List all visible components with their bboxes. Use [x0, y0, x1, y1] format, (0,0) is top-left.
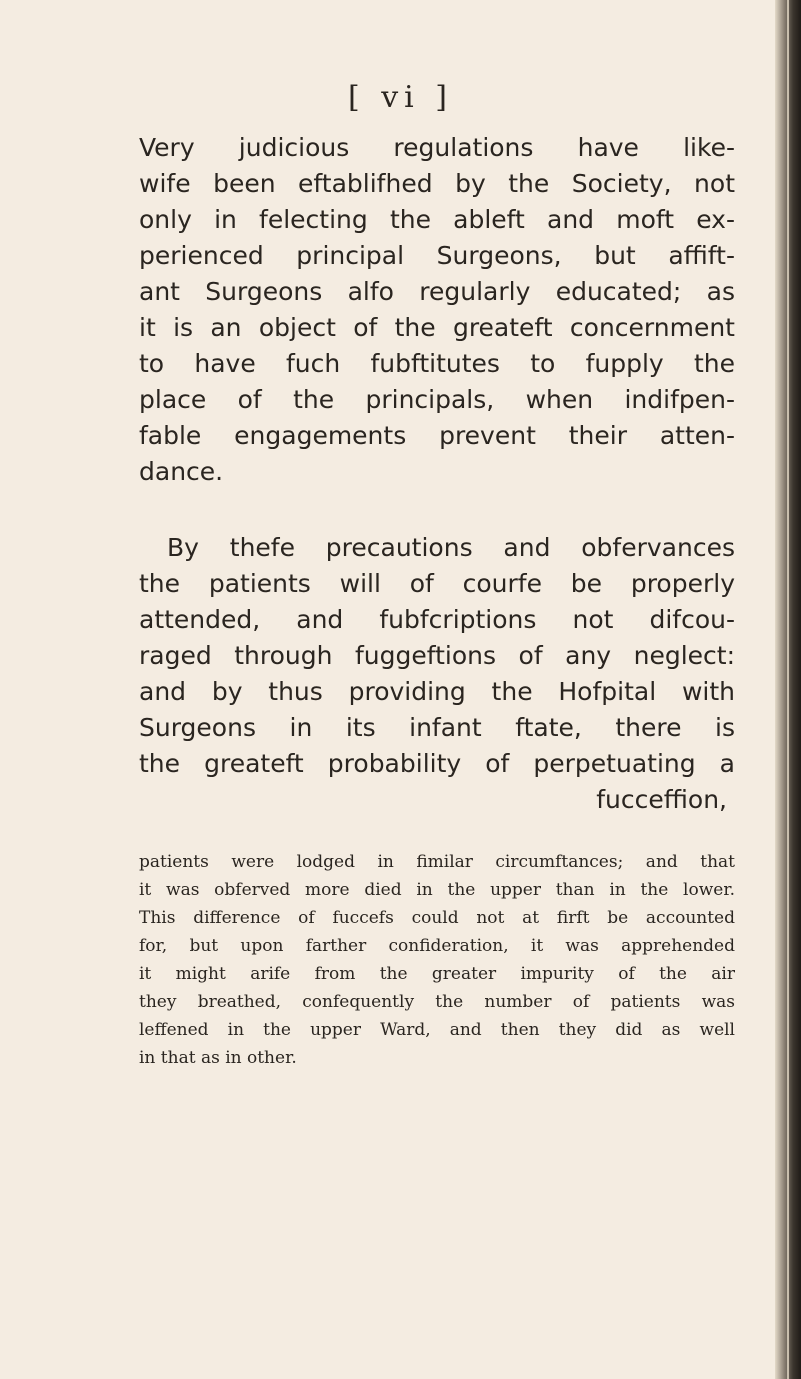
text-line: it is an object of the greateft concernment: [139, 313, 735, 342]
main-text-block: [139, 130, 735, 818]
footnote-line: patients were lodged in fimilar circumftances; and that: [139, 852, 735, 872]
paragraph-gap: [139, 490, 735, 530]
text-line: By thefe precautions and obfervances: [167, 533, 735, 562]
text-line: ant Surgeons alfo regularly educated; as: [139, 277, 735, 306]
text-line: the greateft probability of perpetuating a: [139, 749, 735, 778]
catchword: fucceffion,: [596, 785, 727, 814]
footnote-block: [139, 848, 735, 1072]
text-line: place of the principals, when indifpen-: [139, 385, 735, 414]
footnote-line: This difference of fuccefs could not at firft be accounted: [139, 908, 735, 928]
page-edge-line: [787, 0, 789, 1379]
text-line: and by thus providing the Hofpital with: [139, 677, 735, 706]
text-line: fable engagements prevent their atten-: [139, 421, 735, 450]
footnote-line: they breathed, confequently the number of patients was: [139, 992, 735, 1012]
text-line: wife been eftablifhed by the Society, not: [139, 169, 735, 198]
footnote-line: for, but upon farther confideration, it was apprehended: [139, 936, 735, 956]
text-line: the patients will of courfe be properly: [139, 569, 735, 598]
text-line: Very judicious regulations have like-: [139, 133, 735, 162]
text-line: dance.: [139, 457, 224, 486]
footnote-line: leffened in the upper Ward, and then they did as well: [139, 1020, 735, 1040]
footnote-line: in that as in other.: [139, 1048, 297, 1068]
text-line: attended, and fubfcriptions not difcou-: [139, 605, 735, 634]
footnote-line: it might arife from the greater impurity of the air: [139, 964, 735, 984]
text-line: perienced principal Surgeons, but affift-: [139, 241, 735, 270]
text-line: to have fuch fubftitutes to fupply the: [139, 349, 735, 378]
text-line: Surgeons in its infant ftate, there is: [139, 713, 735, 742]
footnote-line: it was obferved more died in the upper than in the lower.: [139, 880, 735, 900]
text-line: raged through fuggeftions of any neglect:: [139, 641, 735, 670]
page-number: [ vi ]: [347, 80, 454, 115]
text-line: only in felecting the ableft and moft ex-: [139, 205, 735, 234]
